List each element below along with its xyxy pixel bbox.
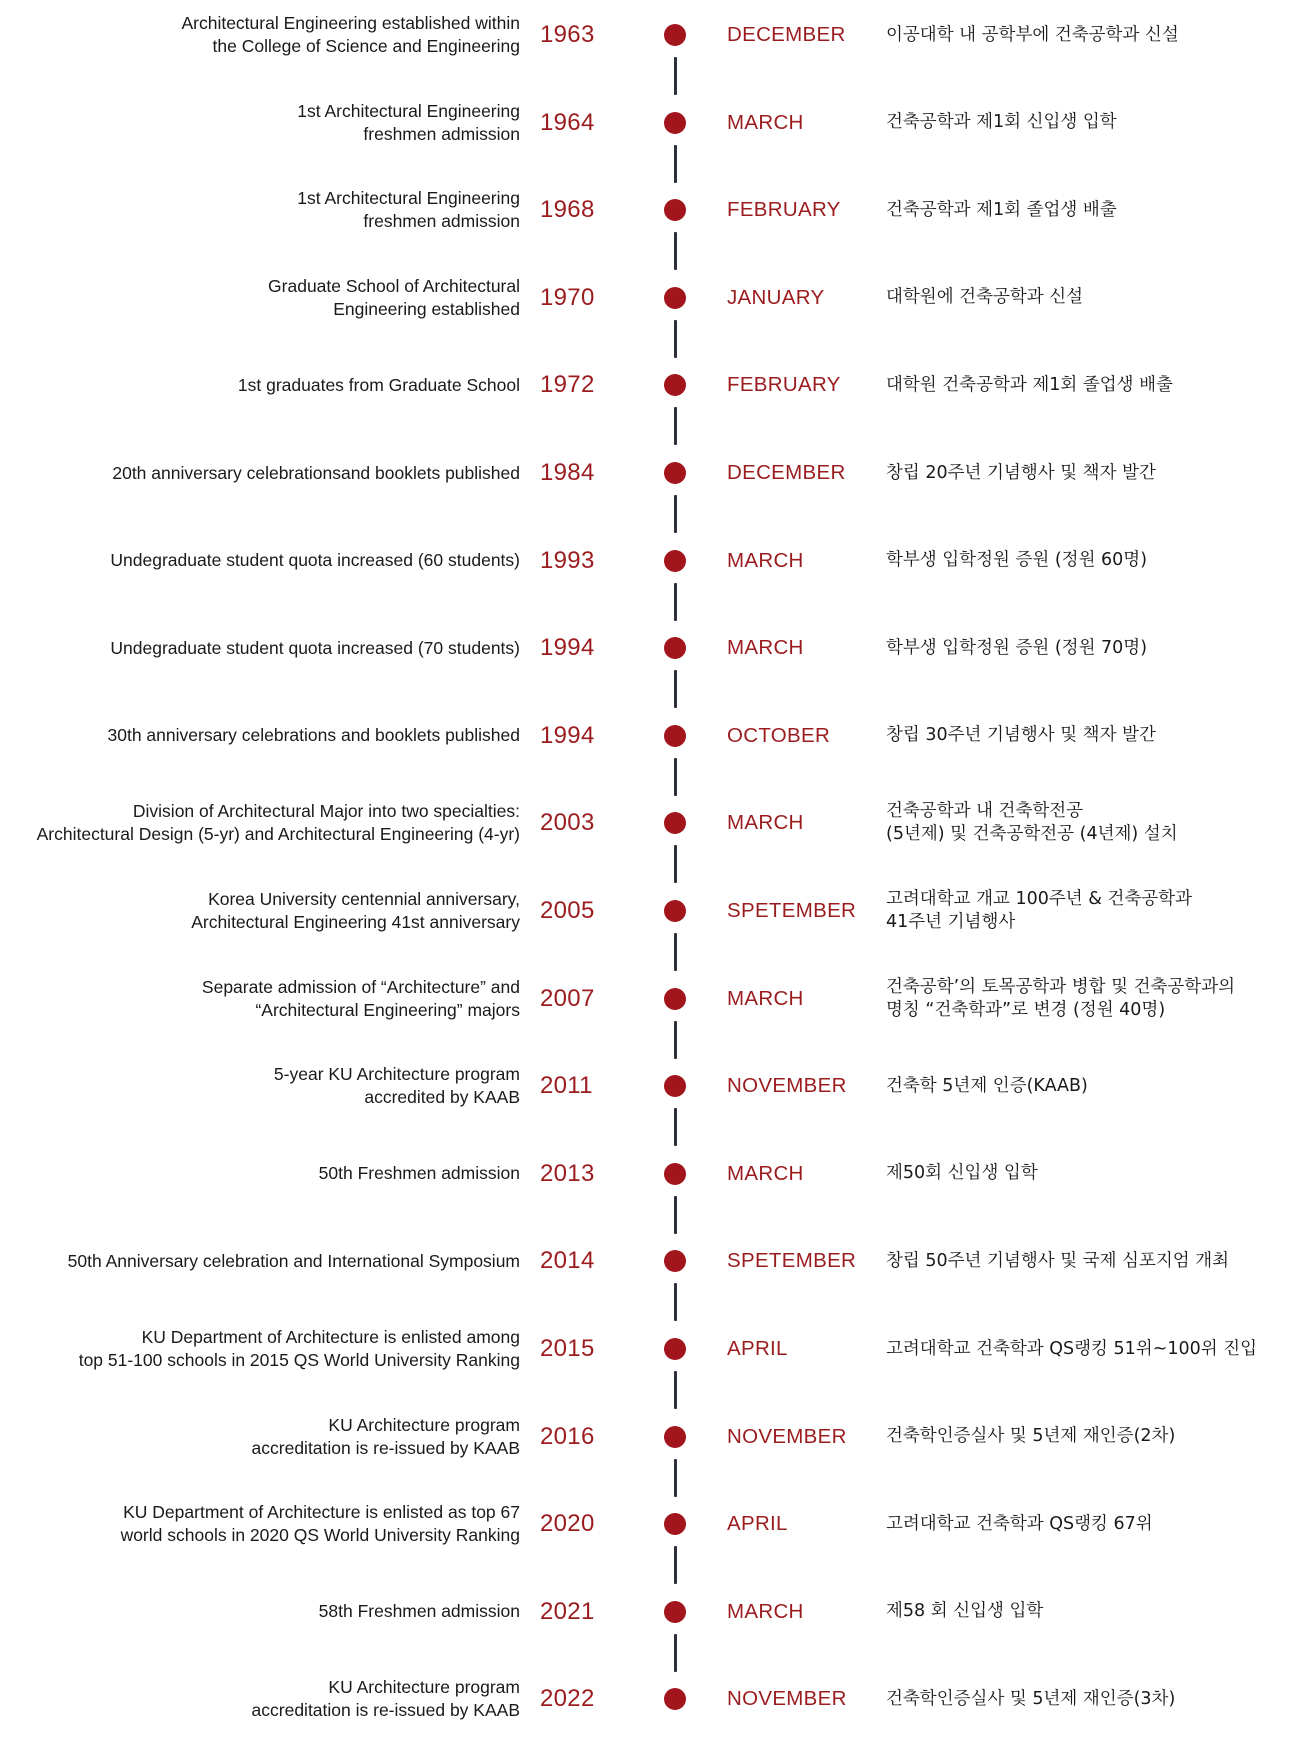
event-month: DECEMBER: [727, 23, 846, 46]
event-year: 1970: [540, 283, 595, 311]
event-month: FEBRUARY: [727, 198, 841, 222]
timeline-row: [0, 1655, 1304, 1743]
event-description-en: Division of Architectural Major into two specialties: Architectural Design (5-yr) and Architectural Engineering (4-yr): [36, 801, 520, 845]
timeline-row: [0, 429, 1304, 517]
event-description-en: 58th Freshmen admission: [318, 1601, 520, 1622]
event-description-en: 50th Anniversary celebration and International Symposium: [67, 1250, 520, 1271]
event-description-en: 1st Architectural Engineering freshmen admission: [297, 188, 520, 232]
timeline-dot-icon: [664, 1075, 686, 1097]
event-description-ko: 학부생 입학정원 증원 (정원 60명): [886, 550, 1148, 571]
event-description-en: 50th Freshmen admission: [318, 1163, 520, 1184]
event-description-ko: 창립 20주년 기념행사 및 책자 발간: [886, 462, 1156, 483]
event-description-ko: 고려대학교 개교 100주년 & 건축공학과 41주년 기념행사: [886, 889, 1192, 932]
timeline-dot-icon: [664, 374, 686, 396]
event-description-en: Architectural Engineering established within the College of Science and Engineering: [181, 13, 520, 56]
event-description-ko: 제50회 신입생 입학: [886, 1163, 1038, 1184]
event-description-ko: 학부생 입학정원 증원 (정원 70명): [886, 637, 1148, 658]
event-year: 2003: [540, 809, 595, 837]
timeline-row: [0, 341, 1304, 429]
event-month: MARCH: [727, 811, 804, 835]
timeline-dot-icon: [664, 900, 686, 922]
event-description-en: Korea University centennial anniversary, Architectural Engineering 41st anniversary: [191, 889, 520, 932]
event-month: NOVEMBER: [727, 1074, 847, 1098]
event-description-en: Separate admission of “Architecture” and “Architectural Engineering” majors: [201, 976, 520, 1020]
event-year: 1994: [540, 634, 595, 662]
timeline-row: [0, 1305, 1304, 1393]
timeline-marker: [660, 1655, 690, 1743]
event-description-en: 1st graduates from Graduate School: [237, 374, 520, 395]
timeline-row: [0, 254, 1304, 342]
event-description-ko: 건축학인증실사 및 5년제 재인증(2차): [886, 1426, 1176, 1447]
event-month: MARCH: [727, 1161, 804, 1185]
timeline-row: [0, 517, 1304, 605]
timeline-dot-icon: [664, 112, 686, 134]
event-month: JANUARY: [727, 285, 825, 309]
event-year: 2011: [540, 1072, 593, 1100]
timeline-dot-icon: [664, 550, 686, 572]
timeline-row: [0, 779, 1304, 867]
timeline-dot-icon: [664, 725, 686, 747]
event-year: 2016: [540, 1422, 595, 1450]
timeline-dot-icon: [664, 637, 686, 659]
event-month: MARCH: [727, 986, 804, 1010]
timeline-row: [0, 0, 1304, 79]
event-description-ko: 건축공학과 제1회 졸업생 배출: [886, 199, 1117, 220]
event-month: SPETEMBER: [727, 899, 857, 922]
event-month: MARCH: [727, 1599, 804, 1623]
event-description-en: 30th anniversary celebrations and booklets published: [107, 725, 520, 746]
event-description-ko: 대학원 건축공학과 제1회 졸업생 배출: [886, 374, 1173, 395]
event-month: MARCH: [727, 110, 804, 134]
timeline-row: [0, 867, 1304, 955]
timeline-row: [0, 692, 1304, 780]
event-description-ko: 건축학 5년제 인증(KAAB): [886, 1075, 1088, 1096]
timeline-row: [0, 1130, 1304, 1218]
timeline-row: [0, 1480, 1304, 1568]
event-description-en: 20th anniversary celebrationsand booklets published: [112, 462, 520, 483]
timeline-row: [0, 604, 1304, 692]
event-month: NOVEMBER: [727, 1687, 847, 1711]
event-month: NOVEMBER: [727, 1424, 847, 1448]
event-year: 1964: [540, 108, 595, 136]
timeline-row: [0, 79, 1304, 167]
event-month: FEBRUARY: [727, 373, 841, 397]
event-description-en: KU Architecture program accreditation is re-issued by KAAB: [251, 1677, 520, 1721]
event-description-ko: 건축학인증실사 및 5년제 재인증(3차): [886, 1688, 1176, 1709]
event-description-en: Graduate School of Architectural Engineering established: [268, 275, 520, 319]
event-month: APRIL: [727, 1512, 788, 1536]
timeline-row: [0, 1393, 1304, 1481]
event-description-ko: 고려대학교 건축학과 QS랭킹 51위~100위 진입: [886, 1338, 1258, 1359]
timeline-dot-icon: [664, 1250, 686, 1272]
event-month: OCTOBER: [727, 723, 831, 747]
event-year: 2021: [540, 1597, 595, 1625]
timeline-dot-icon: [664, 1338, 686, 1360]
event-description-en: KU Department of Architecture is enlisted among top 51-100 schools in 2015 QS World University Ranking: [78, 1327, 520, 1370]
timeline-row: [0, 166, 1304, 254]
timeline-dot-icon: [664, 1163, 686, 1185]
event-description-ko: 고려대학교 건축학과 QS랭킹 67위: [886, 1513, 1153, 1534]
timeline-dot-icon: [664, 462, 686, 484]
event-year: 1994: [540, 721, 595, 749]
event-year: 2020: [540, 1510, 595, 1538]
event-description-en: Undegraduate student quota increased (70 students): [110, 637, 520, 658]
event-description-en: KU Architecture program accreditation is re-issued by KAAB: [251, 1414, 520, 1458]
event-year: 2005: [540, 897, 595, 924]
event-year: 1968: [540, 196, 595, 224]
event-description-ko: 건축공학과 제1회 신입생 입학: [886, 112, 1117, 133]
event-description-en: KU Department of Architecture is enlisted as top 67 world schools in 2020 QS World University Ranking: [120, 1502, 520, 1546]
event-year: 2014: [540, 1247, 595, 1275]
event-month: APRIL: [727, 1337, 788, 1360]
event-month: MARCH: [727, 548, 804, 572]
event-year: 1984: [540, 459, 595, 486]
event-year: 1963: [540, 21, 595, 48]
event-description-ko: 건축공학’의 토목공학과 병합 및 건축공학과의 명칭 “건축학과”로 변경 (정원 40명): [886, 976, 1236, 1020]
timeline-dot-icon: [664, 988, 686, 1010]
timeline-row: [0, 955, 1304, 1043]
event-description-ko: 대학원에 건축공학과 신설: [886, 287, 1084, 308]
event-description-en: 1st Architectural Engineering freshmen admission: [297, 100, 520, 144]
timeline-dot-icon: [664, 199, 686, 221]
timeline-row: [0, 1217, 1304, 1305]
timeline-row: [0, 1568, 1304, 1656]
event-description-en: Undegraduate student quota increased (60 students): [110, 550, 520, 571]
event-year: 2022: [540, 1685, 595, 1713]
event-year: 2007: [540, 984, 595, 1012]
event-description-en: 5-year KU Architecture program accredited by KAAB: [273, 1064, 520, 1108]
event-year: 2015: [540, 1335, 595, 1362]
timeline-dot-icon: [664, 1513, 686, 1535]
event-year: 1993: [540, 546, 595, 574]
event-description-ko: 건축공학과 내 건축학전공 (5년제) 및 건축공학전공 (4년제) 설치: [886, 801, 1178, 845]
timeline-dot-icon: [664, 1601, 686, 1623]
event-description-ko: 창립 50주년 기념행사 및 국제 심포지엄 개최: [886, 1250, 1230, 1271]
timeline-dot-icon: [664, 1426, 686, 1448]
event-year: 1972: [540, 371, 595, 399]
event-month: SPETEMBER: [727, 1249, 857, 1273]
timeline-dot-icon: [664, 287, 686, 309]
timeline-row: [0, 1042, 1304, 1130]
timeline-dot-icon: [664, 1688, 686, 1710]
event-description-ko: 제58 회 신입생 입학: [886, 1601, 1044, 1622]
timeline-dot-icon: [664, 812, 686, 834]
event-description-ko: 창립 30주년 기념행사 및 책자 발간: [886, 725, 1156, 746]
event-description-ko: 이공대학 내 공학부에 건축공학과 신설: [886, 24, 1179, 45]
timeline-dot-icon: [664, 24, 686, 46]
event-month: MARCH: [727, 636, 804, 660]
event-year: 2013: [540, 1159, 595, 1187]
event-month: DECEMBER: [727, 461, 846, 484]
